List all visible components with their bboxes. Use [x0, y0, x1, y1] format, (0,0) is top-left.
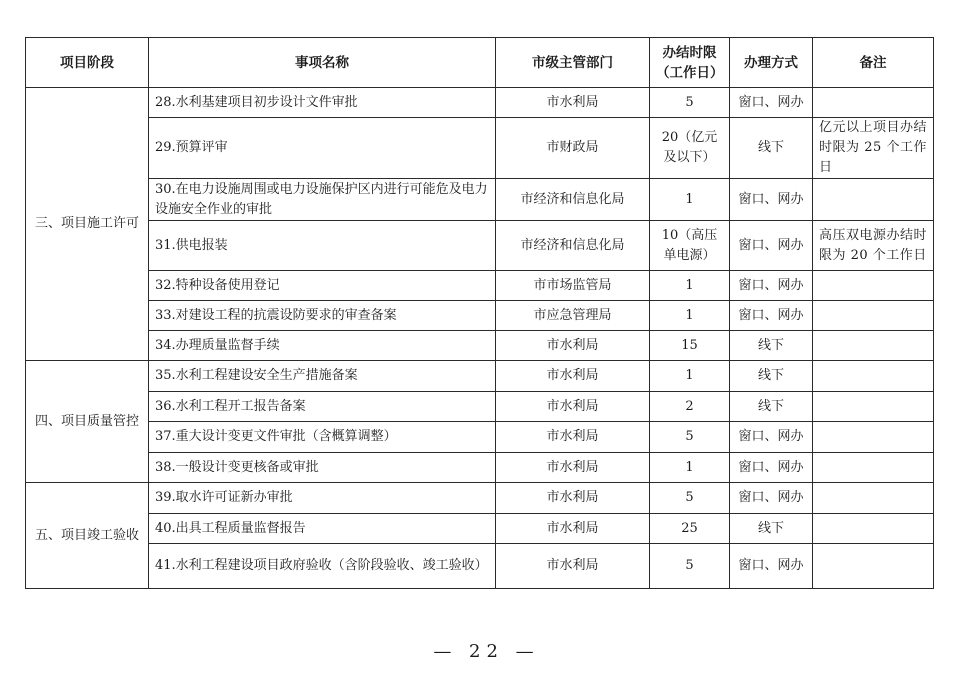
department-cell: 市水利局 — [496, 422, 650, 453]
note-cell — [813, 544, 934, 589]
matters-table — [25, 37, 934, 589]
item-name-cell: 36.水利工程开工报告备案 — [149, 392, 496, 422]
note-cell — [813, 483, 934, 514]
stage-cell: 五、项目竣工验收 — [26, 483, 149, 589]
department-cell: 市水利局 — [496, 331, 650, 361]
table-row — [26, 392, 934, 422]
header-item-name: 事项名称 — [149, 38, 496, 88]
table-row — [26, 88, 934, 118]
item-name-cell: 29.预算评审 — [149, 118, 496, 179]
note-cell — [813, 179, 934, 221]
stage-cell: 四、项目质量管控 — [26, 361, 149, 483]
header-time-limit — [650, 38, 730, 88]
note-cell — [813, 361, 934, 392]
item-name-cell: 41.水利工程建设项目政府验收（含阶段验收、竣工验收） — [149, 544, 496, 589]
department-cell: 市水利局 — [496, 361, 650, 392]
method-cell: 线下 — [730, 118, 813, 179]
department-cell: 市水利局 — [496, 392, 650, 422]
department-cell: 市水利局 — [496, 453, 650, 483]
method-cell: 窗口、网办 — [730, 301, 813, 331]
note-cell — [813, 514, 934, 544]
department-cell: 市经济和信息化局 — [496, 179, 650, 221]
table-row — [26, 453, 934, 483]
header-stage: 项目阶段 — [26, 38, 149, 88]
method-cell: 线下 — [730, 514, 813, 544]
item-name-cell: 40.出具工程质量监督报告 — [149, 514, 496, 544]
table-row — [26, 301, 934, 331]
time-limit-cell: 20（亿元及以下） — [650, 118, 730, 179]
time-limit-cell: 10（高压单电源） — [650, 221, 730, 271]
time-limit-cell: 1 — [650, 361, 730, 392]
header-time-limit-line1: 办结时限 — [662, 44, 717, 61]
method-cell: 窗口、网办 — [730, 221, 813, 271]
table-row — [26, 331, 934, 361]
page-number: — 22 — — [433, 641, 540, 662]
table-row — [26, 544, 934, 589]
header-method: 办理方式 — [730, 38, 813, 88]
item-name-cell: 31.供电报装 — [149, 221, 496, 271]
department-cell: 市应急管理局 — [496, 301, 650, 331]
note-cell — [813, 271, 934, 301]
note-cell: 高压双电源办结时限为 20 个工作日 — [813, 221, 934, 271]
table-row — [26, 422, 934, 453]
time-limit-cell: 5 — [650, 483, 730, 514]
note-cell — [813, 422, 934, 453]
item-name-cell: 33.对建设工程的抗震设防要求的审查备案 — [149, 301, 496, 331]
note-cell: 亿元以上项目办结时限为 25 个工作日 — [813, 118, 934, 179]
note-cell — [813, 331, 934, 361]
table-row — [26, 179, 934, 221]
time-limit-cell: 1 — [650, 271, 730, 301]
table-row — [26, 483, 934, 514]
stage-cell: 三、项目施工许可 — [26, 88, 149, 361]
table-row — [26, 361, 934, 392]
method-cell: 线下 — [730, 331, 813, 361]
item-name-cell: 30.在电力设施周围或电力设施保护区内进行可能危及电力设施安全作业的审批 — [149, 179, 496, 221]
item-name-cell: 32.特种设备使用登记 — [149, 271, 496, 301]
item-name-cell: 35.水利工程建设安全生产措施备案 — [149, 361, 496, 392]
method-cell: 窗口、网办 — [730, 544, 813, 589]
method-cell: 线下 — [730, 392, 813, 422]
time-limit-cell: 5 — [650, 422, 730, 453]
department-cell: 市财政局 — [496, 118, 650, 179]
department-cell: 市水利局 — [496, 88, 650, 118]
header-department: 市级主管部门 — [496, 38, 650, 88]
note-cell — [813, 301, 934, 331]
method-cell: 窗口、网办 — [730, 88, 813, 118]
method-cell: 窗口、网办 — [730, 422, 813, 453]
item-name-cell: 34.办理质量监督手续 — [149, 331, 496, 361]
department-cell: 市市场监管局 — [496, 271, 650, 301]
table-row — [26, 271, 934, 301]
item-name-cell: 39.取水许可证新办审批 — [149, 483, 496, 514]
time-limit-cell: 5 — [650, 88, 730, 118]
table-row — [26, 118, 934, 179]
header-row — [26, 38, 934, 88]
department-cell: 市水利局 — [496, 483, 650, 514]
note-cell — [813, 88, 934, 118]
header-note: 备注 — [813, 38, 934, 88]
time-limit-cell: 2 — [650, 392, 730, 422]
department-cell: 市水利局 — [496, 544, 650, 589]
department-cell: 市水利局 — [496, 514, 650, 544]
time-limit-cell: 5 — [650, 544, 730, 589]
time-limit-cell: 1 — [650, 301, 730, 331]
header-time-limit-line2: （工作日） — [656, 64, 724, 81]
method-cell: 窗口、网办 — [730, 179, 813, 221]
time-limit-cell: 1 — [650, 179, 730, 221]
method-cell: 窗口、网办 — [730, 271, 813, 301]
method-cell: 窗口、网办 — [730, 483, 813, 514]
method-cell: 窗口、网办 — [730, 453, 813, 483]
department-cell: 市经济和信息化局 — [496, 221, 650, 271]
table-row — [26, 514, 934, 544]
note-cell — [813, 392, 934, 422]
item-name-cell: 37.重大设计变更文件审批（含概算调整） — [149, 422, 496, 453]
method-cell: 线下 — [730, 361, 813, 392]
note-cell — [813, 453, 934, 483]
time-limit-cell: 1 — [650, 453, 730, 483]
item-name-cell: 38.一般设计变更核备或审批 — [149, 453, 496, 483]
time-limit-cell: 25 — [650, 514, 730, 544]
item-name-cell: 28.水利基建项目初步设计文件审批 — [149, 88, 496, 118]
time-limit-cell: 15 — [650, 331, 730, 361]
table-row — [26, 221, 934, 271]
